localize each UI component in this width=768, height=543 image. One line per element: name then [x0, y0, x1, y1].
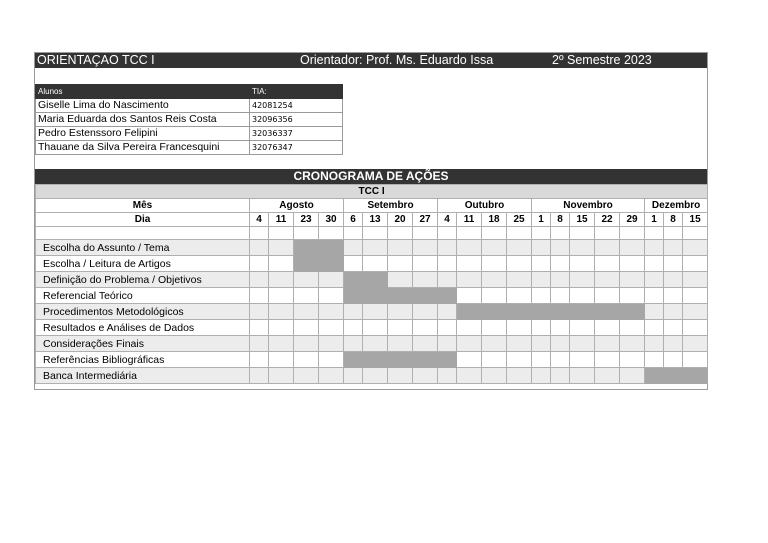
schedule-bar-cell: [551, 304, 570, 320]
activity-row: [36, 288, 708, 304]
schedule-cell: [457, 336, 482, 352]
schedule-cell: [683, 336, 708, 352]
schedule-cell: [507, 368, 532, 384]
schedule-cell: [620, 272, 645, 288]
schedule-bar-cell: [413, 352, 438, 368]
schedule-cell: [269, 368, 294, 384]
schedule-cell: [413, 304, 438, 320]
schedule-bar-cell: [507, 304, 532, 320]
activity-name: Definição do Problema / Objetivos: [36, 272, 250, 288]
empty-cell: [507, 227, 532, 240]
students-col-name: Alunos: [36, 85, 250, 99]
day-header: 1: [645, 213, 664, 227]
schedule-cell: [532, 272, 551, 288]
schedule-cell: [570, 336, 595, 352]
activity-name: Escolha do Assunto / Tema: [36, 240, 250, 256]
schedule-cell: [620, 352, 645, 368]
schedule-cell: [482, 320, 507, 336]
schedule-cell: [457, 320, 482, 336]
schedule-cell: [413, 240, 438, 256]
schedule-cell: [551, 368, 570, 384]
day-header: 27: [413, 213, 438, 227]
month-header: Agosto: [250, 199, 344, 213]
schedule-banner: CRONOGRAMA DE AÇÕES: [35, 169, 707, 184]
schedule-cell: [664, 336, 683, 352]
day-header: 8: [551, 213, 570, 227]
schedule-cell: [438, 320, 457, 336]
schedule-cell: [250, 272, 269, 288]
schedule-cell: [595, 368, 620, 384]
empty-cell: [482, 227, 507, 240]
schedule-cell: [269, 256, 294, 272]
day-header: 8: [664, 213, 683, 227]
schedule-cell: [319, 304, 344, 320]
day-header: 25: [507, 213, 532, 227]
student-row: [36, 113, 343, 127]
empty-cell: [294, 227, 319, 240]
schedule-cell: [620, 288, 645, 304]
semester-label: 2º Semestre 2023: [552, 53, 652, 67]
schedule-cell: [532, 288, 551, 304]
student-tia: 32096356: [250, 113, 343, 127]
schedule-bar-cell: [570, 304, 595, 320]
schedule-cell: [595, 240, 620, 256]
schedule-cell: [551, 240, 570, 256]
empty-cell: [438, 227, 457, 240]
schedule-cell: [457, 272, 482, 288]
schedule-cell: [413, 320, 438, 336]
student-name: Maria Eduarda dos Santos Reis Costa: [36, 113, 250, 127]
course-row: [36, 185, 708, 199]
schedule-bar-cell: [388, 288, 413, 304]
schedule-cell: [532, 368, 551, 384]
empty-cell: [388, 227, 413, 240]
empty-cell: [532, 227, 551, 240]
schedule-cell: [645, 336, 664, 352]
schedule-cell: [507, 336, 532, 352]
schedule-cell: [664, 272, 683, 288]
schedule-cell: [595, 256, 620, 272]
day-header: 13: [363, 213, 388, 227]
student-tia: 32076347: [250, 141, 343, 155]
empty-cell: [269, 227, 294, 240]
student-name: Pedro Estenssoro Felipini: [36, 127, 250, 141]
schedule-bar-cell: [683, 368, 708, 384]
schedule-bar-cell: [645, 368, 664, 384]
schedule-cell: [363, 320, 388, 336]
schedule-bar-cell: [413, 288, 438, 304]
schedule-cell: [551, 352, 570, 368]
schedule-cell: [620, 336, 645, 352]
day-header: 18: [482, 213, 507, 227]
empty-cell: [319, 227, 344, 240]
schedule-cell: [344, 320, 363, 336]
schedule-cell: [363, 304, 388, 320]
schedule-cell: [570, 320, 595, 336]
schedule-cell: [507, 240, 532, 256]
schedule-cell: [413, 336, 438, 352]
schedule-cell: [250, 320, 269, 336]
day-row: [36, 213, 708, 227]
schedule-cell: [319, 272, 344, 288]
schedule-cell: [551, 272, 570, 288]
schedule-cell: [595, 320, 620, 336]
schedule-cell: [388, 304, 413, 320]
schedule-bar-cell: [388, 352, 413, 368]
schedule-cell: [294, 272, 319, 288]
schedule-cell: [507, 320, 532, 336]
advisor-label: Orientador: Prof. Ms. Eduardo Issa: [300, 53, 494, 67]
schedule-cell: [595, 352, 620, 368]
schedule-cell: [344, 368, 363, 384]
schedule-cell: [269, 272, 294, 288]
schedule-cell: [482, 352, 507, 368]
schedule-cell: [294, 368, 319, 384]
day-header: 15: [570, 213, 595, 227]
schedule-cell: [269, 336, 294, 352]
schedule-cell: [438, 304, 457, 320]
schedule-cell: [319, 368, 344, 384]
activity-name: Referencial Teórico: [36, 288, 250, 304]
schedule-cell: [482, 272, 507, 288]
month-row: [36, 199, 708, 213]
day-header: 6: [344, 213, 363, 227]
schedule-bar-cell: [438, 352, 457, 368]
empty-cell: [664, 227, 683, 240]
activity-row: [36, 352, 708, 368]
empty-cell: [620, 227, 645, 240]
schedule-cell: [457, 256, 482, 272]
schedule-bar-cell: [344, 352, 363, 368]
schedule-cell: [250, 352, 269, 368]
schedule-cell: [507, 288, 532, 304]
schedule-cell: [269, 288, 294, 304]
student-name: Giselle Lima do Nascimento: [36, 99, 250, 113]
schedule-cell: [620, 320, 645, 336]
empty-cell: [250, 227, 269, 240]
schedule-cell: [269, 320, 294, 336]
schedule-cell: [388, 240, 413, 256]
day-header: 1: [532, 213, 551, 227]
schedule-cell: [319, 352, 344, 368]
schedule-cell: [570, 256, 595, 272]
schedule-cell: [363, 256, 388, 272]
empty-cell: [595, 227, 620, 240]
schedule-cell: [683, 304, 708, 320]
schedule-cell: [363, 368, 388, 384]
schedule-cell: [595, 272, 620, 288]
activity-name: Procedimentos Metodológicos: [36, 304, 250, 320]
schedule-table: [35, 184, 708, 384]
schedule-cell: [388, 256, 413, 272]
schedule-cell: [645, 320, 664, 336]
schedule-cell: [664, 320, 683, 336]
schedule-cell: [664, 304, 683, 320]
schedule-cell: [457, 352, 482, 368]
student-tia: 32036337: [250, 127, 343, 141]
schedule-cell: [645, 288, 664, 304]
schedule-cell: [438, 240, 457, 256]
day-header: 23: [294, 213, 319, 227]
empty-cell: [363, 227, 388, 240]
schedule-cell: [645, 256, 664, 272]
schedule-cell: [250, 288, 269, 304]
schedule-cell: [269, 352, 294, 368]
day-row-label: Dia: [36, 213, 250, 227]
month-header: Setembro: [344, 199, 438, 213]
activity-name: Considerações Finais: [36, 336, 250, 352]
schedule-cell: [363, 336, 388, 352]
schedule-cell: [413, 256, 438, 272]
day-header: 11: [269, 213, 294, 227]
empty-cell: [457, 227, 482, 240]
schedule-cell: [438, 336, 457, 352]
schedule-cell: [664, 288, 683, 304]
schedule-cell: [595, 288, 620, 304]
month-header: Novembro: [532, 199, 645, 213]
activity-row: [36, 320, 708, 336]
schedule-cell: [457, 288, 482, 304]
month-header: Outubro: [438, 199, 532, 213]
schedule-cell: [388, 368, 413, 384]
schedule-cell: [683, 256, 708, 272]
schedule-cell: [507, 352, 532, 368]
activity-row: [36, 240, 708, 256]
schedule-cell: [344, 256, 363, 272]
schedule-bar-cell: [294, 240, 319, 256]
schedule-cell: [645, 272, 664, 288]
schedule-cell: [413, 272, 438, 288]
schedule-cell: [319, 336, 344, 352]
sheet-title: ORIENTAÇAO TCC I: [37, 53, 155, 67]
schedule-cell: [683, 288, 708, 304]
student-tia: 42081254: [250, 99, 343, 113]
schedule-cell: [645, 352, 664, 368]
schedule-cell: [645, 240, 664, 256]
schedule-cell: [250, 368, 269, 384]
schedule-cell: [388, 336, 413, 352]
spacer-row: [36, 227, 708, 240]
schedule-bar-cell: [457, 304, 482, 320]
schedule-cell: [620, 256, 645, 272]
schedule-cell: [457, 240, 482, 256]
schedule-cell: [532, 336, 551, 352]
empty-cell: [344, 227, 363, 240]
schedule-cell: [683, 272, 708, 288]
schedule-bar-cell: [482, 304, 507, 320]
schedule-cell: [570, 352, 595, 368]
empty-cell: [413, 227, 438, 240]
students-header-row: [36, 85, 343, 99]
student-name: Thauane da Silva Pereira Francesquini: [36, 141, 250, 155]
schedule-cell: [664, 256, 683, 272]
schedule-cell: [294, 288, 319, 304]
schedule-bar-cell: [363, 288, 388, 304]
schedule-cell: [294, 304, 319, 320]
course-label: TCC I: [36, 185, 708, 199]
schedule-bar-cell: [294, 256, 319, 272]
activity-name: Referências Bibliográficas: [36, 352, 250, 368]
schedule-sheet: [34, 52, 708, 390]
schedule-bar-cell: [595, 304, 620, 320]
schedule-cell: [388, 320, 413, 336]
schedule-cell: [620, 368, 645, 384]
schedule-cell: [482, 240, 507, 256]
day-header: 22: [595, 213, 620, 227]
schedule-cell: [250, 240, 269, 256]
students-table: [35, 84, 343, 155]
empty-cell: [683, 227, 708, 240]
activity-name: Banca Intermediária: [36, 368, 250, 384]
schedule-cell: [482, 368, 507, 384]
activity-name: Escolha / Leitura de Artigos: [36, 256, 250, 272]
month-header: Dezembro: [645, 199, 708, 213]
schedule-cell: [507, 256, 532, 272]
schedule-cell: [532, 256, 551, 272]
schedule-cell: [683, 320, 708, 336]
schedule-cell: [294, 336, 319, 352]
schedule-cell: [482, 336, 507, 352]
student-row: [36, 141, 343, 155]
schedule-cell: [344, 336, 363, 352]
schedule-cell: [532, 320, 551, 336]
schedule-cell: [250, 336, 269, 352]
schedule-bar-cell: [532, 304, 551, 320]
day-header: 15: [683, 213, 708, 227]
schedule-cell: [294, 352, 319, 368]
schedule-cell: [344, 240, 363, 256]
student-row: [36, 99, 343, 113]
schedule-cell: [363, 240, 388, 256]
schedule-cell: [413, 368, 438, 384]
schedule-cell: [551, 256, 570, 272]
schedule-cell: [457, 368, 482, 384]
schedule-bar-cell: [319, 256, 344, 272]
schedule-bar-cell: [620, 304, 645, 320]
schedule-cell: [664, 240, 683, 256]
empty-cell: [645, 227, 664, 240]
schedule-cell: [683, 352, 708, 368]
empty-cell: [551, 227, 570, 240]
schedule-cell: [570, 288, 595, 304]
month-row-label: Mês: [36, 199, 250, 213]
schedule-cell: [250, 256, 269, 272]
activity-row: [36, 368, 708, 384]
schedule-cell: [683, 240, 708, 256]
schedule-cell: [532, 352, 551, 368]
schedule-cell: [319, 288, 344, 304]
schedule-cell: [595, 336, 620, 352]
activity-row: [36, 256, 708, 272]
schedule-cell: [250, 304, 269, 320]
schedule-cell: [482, 256, 507, 272]
schedule-cell: [532, 240, 551, 256]
schedule-cell: [551, 320, 570, 336]
schedule-cell: [344, 304, 363, 320]
empty-cell: [570, 227, 595, 240]
schedule-cell: [570, 272, 595, 288]
schedule-cell: [438, 368, 457, 384]
day-header: 29: [620, 213, 645, 227]
day-header: 30: [319, 213, 344, 227]
schedule-bar-cell: [363, 352, 388, 368]
schedule-cell: [294, 320, 319, 336]
schedule-bar-cell: [344, 288, 363, 304]
schedule-cell: [388, 272, 413, 288]
activity-name: Resultados e Análises de Dados: [36, 320, 250, 336]
schedule-bar-cell: [363, 272, 388, 288]
schedule-cell: [551, 336, 570, 352]
student-row: [36, 127, 343, 141]
schedule-cell: [664, 352, 683, 368]
schedule-cell: [319, 320, 344, 336]
schedule-cell: [570, 368, 595, 384]
students-col-tia: TIA:: [250, 85, 343, 99]
schedule-bar-cell: [344, 272, 363, 288]
day-header: 11: [457, 213, 482, 227]
schedule-cell: [620, 240, 645, 256]
activity-row: [36, 336, 708, 352]
schedule-cell: [570, 240, 595, 256]
schedule-bar-cell: [664, 368, 683, 384]
empty-cell: [36, 227, 250, 240]
schedule-cell: [438, 256, 457, 272]
schedule-bar-cell: [438, 288, 457, 304]
day-header: 4: [438, 213, 457, 227]
activity-row: [36, 304, 708, 320]
schedule-cell: [645, 304, 664, 320]
schedule-cell: [507, 272, 532, 288]
schedule-bar-cell: [319, 240, 344, 256]
schedule-cell: [269, 240, 294, 256]
schedule-cell: [551, 288, 570, 304]
schedule-cell: [438, 272, 457, 288]
schedule-cell: [482, 288, 507, 304]
day-header: 4: [250, 213, 269, 227]
day-header: 20: [388, 213, 413, 227]
activity-row: [36, 272, 708, 288]
schedule-cell: [269, 304, 294, 320]
header-bar: [35, 53, 707, 68]
